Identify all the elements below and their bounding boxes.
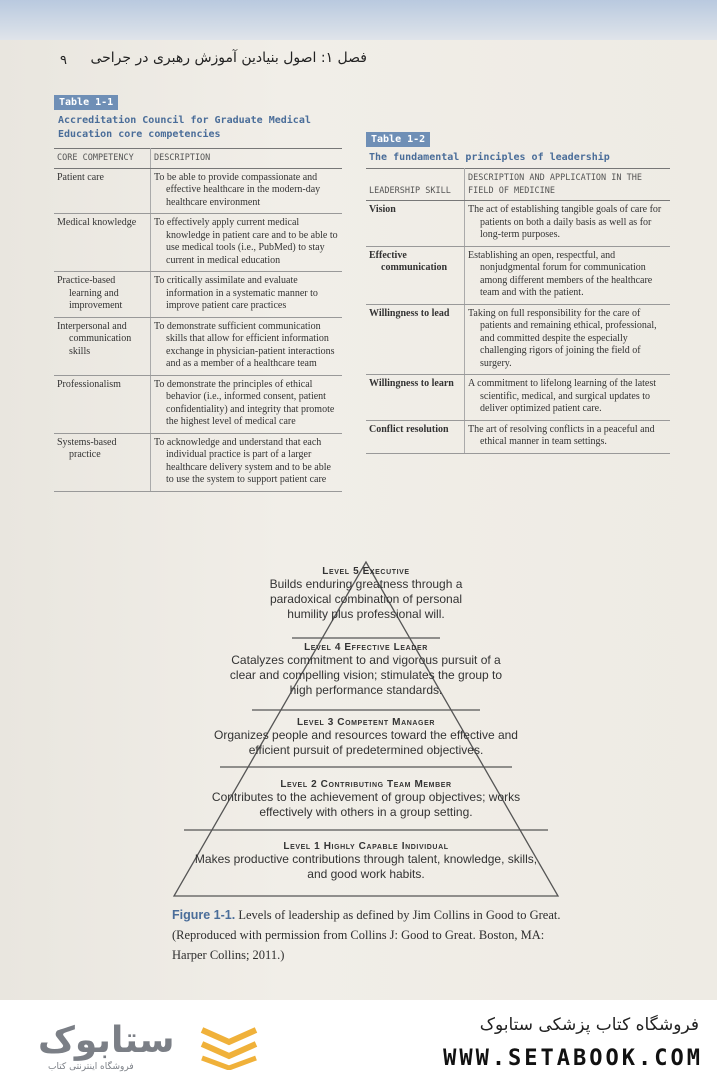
table2-header-skill: LEADERSHIP SKILL (366, 169, 465, 201)
table1-row (54, 272, 342, 318)
level-5-title: Level 5 Executive (322, 566, 410, 577)
table1-cell-name: Medical knowledge (57, 217, 137, 228)
table2-label: Table 1-2 (366, 132, 430, 147)
store-logo-wordmark: ستابوک (38, 1020, 175, 1061)
table1-row (54, 317, 342, 375)
level-1-description: Makes productive contributions through talent, knowledge, skills, and good work habits. (194, 852, 538, 881)
running-head: فصل ۱: اصول بنیادین آموزش رهبری در جراحی (90, 50, 367, 66)
table2-cell-name: Effective communication (369, 249, 448, 273)
pyramid-level-5 (168, 566, 564, 622)
pyramid-level-4 (168, 642, 564, 698)
table2-cell-name: Willingness to learn (369, 378, 454, 389)
table1-row (54, 375, 342, 433)
table1-cell-description: To demonstrate the principles of ethical behavior (i.e., informed consent, patient confidentiality) and integrity that promote the highest level of medical care (154, 378, 335, 427)
table1-cell-description: To demonstrate sufficient communication skills that allow for efficient information exchange in physician-patient interactions and as a member of a healthcare team (154, 320, 335, 369)
level-4-description: Catalyzes commitment to and vigorous pursuit of a clear and compelling vision; stimulates the group to high performance standards. (229, 653, 503, 697)
table2-cell-description: The act of establishing tangible goals of care for patients on both a daily basis as well as for long-term purposes. (468, 204, 662, 240)
level-2-description: Contributes to the achievement of group objectives; works effectively with others in a group setting. (211, 790, 521, 819)
table2-title: The fundamental principles of leadership (369, 152, 610, 163)
figure-label: Figure 1-1. (172, 908, 236, 922)
table2-cell-name: Conflict resolution (369, 423, 449, 435)
table2-cell-description: Taking on full responsibility for the care of patients and remaining ethical, professional, and committed despite the especially challenging rigors of joining the field of surgery. (468, 307, 657, 369)
table2-cell-description: Establishing an open, respectful, and nonjudgmental forum for communication among different members of the healthcare team and with the patient. (468, 249, 653, 298)
level-1-title: Level 1 Highly Capable Individual (283, 841, 449, 852)
table1-row (54, 168, 342, 214)
table1-cell-description: To be able to provide compassionate and effective healthcare in the modern-day healthcare environment (154, 171, 321, 208)
table1-header-description: DESCRIPTION (151, 149, 343, 169)
level-4-title: Level 4 Effective Leader (304, 642, 428, 653)
figure-caption (172, 905, 572, 965)
table1-cell-name: Interpersonal and communication skills (57, 320, 132, 357)
table1-header-competency: CORE COMPETENCY (54, 149, 151, 169)
table1-cell-description: To acknowledge and understand that each individual practice is part of a larger healthcare delivery system and to be able to use the system to support patient care (154, 436, 331, 485)
book-stack-icon (198, 1022, 260, 1070)
store-name: فروشگاه کتاب پزشکی ستابوک (479, 1015, 699, 1035)
table1-cell-name: Professionalism (57, 378, 121, 390)
table2 (366, 168, 670, 454)
table2-cell-description: A commitment to lifelong learning of the latest scientific, medical, and surgical updates to deliver optimized patient care. (468, 378, 657, 414)
table1-row (54, 433, 342, 491)
figure-caption-text: Levels of leadership as defined by Jim Collins in Good to Great. (Reproduced with permission from Collins J: Good to Great. Boston, MA: Harper Collins; 2011.) (172, 908, 561, 962)
level-2-title: Level 2 Contributing Team Member (280, 779, 452, 790)
table1-cell-description: To effectively apply current medical knowledge in patient care and to be able to use medical tools (i.e., PubMed) to stay current in medical education (154, 217, 338, 266)
table2-row (366, 246, 670, 304)
table2-cell-name: Vision (369, 204, 396, 215)
level-3-description: Organizes people and resources toward the effective and efficient pursuit of predetermined objectives. (214, 728, 518, 757)
page-top-shadow (0, 0, 717, 40)
table2-row (366, 420, 670, 453)
table2-row (366, 201, 670, 247)
table1-cell-name: Systems-based practice (57, 436, 117, 460)
table1-cell-name: Patient care (57, 171, 104, 183)
level-5-description: Builds enduring greatness through a paradoxical combination of personal humility plus professional will. (269, 577, 463, 621)
table1-cell-name: Practice-based learning and improvement (57, 275, 123, 311)
table2-row (366, 375, 670, 421)
pyramid-level-2 (168, 779, 564, 820)
table2-header-description: DESCRIPTION AND APPLICATION IN THE FIELD OF MEDICINE (465, 169, 671, 201)
pyramid-level-3 (168, 717, 564, 758)
store-url: WWW.SETABOOK.COM (443, 1046, 703, 1071)
table2-cell-name: Willingness to lead (369, 307, 450, 319)
table2-row (366, 304, 670, 375)
table1 (54, 148, 342, 492)
table2-cell-description: The art of resolving conflicts in a peaceful and ethical manner in team settings. (468, 423, 655, 447)
level-3-title: Level 3 Competent Manager (296, 717, 436, 728)
table1-label: Table 1-1 (54, 95, 118, 110)
page-number: ۹ (60, 53, 67, 68)
store-logo-subtitle: فروشگاه اینترنتی کتاب (48, 1062, 134, 1072)
table1-cell-description: To critically assimilate and evaluate information in a systematic manner to improve patient care practices (154, 275, 318, 311)
table1-title: Accreditation Council for Graduate Medical Education core competencies (58, 115, 311, 140)
pyramid-level-1 (168, 841, 564, 882)
table1-row (54, 214, 342, 272)
